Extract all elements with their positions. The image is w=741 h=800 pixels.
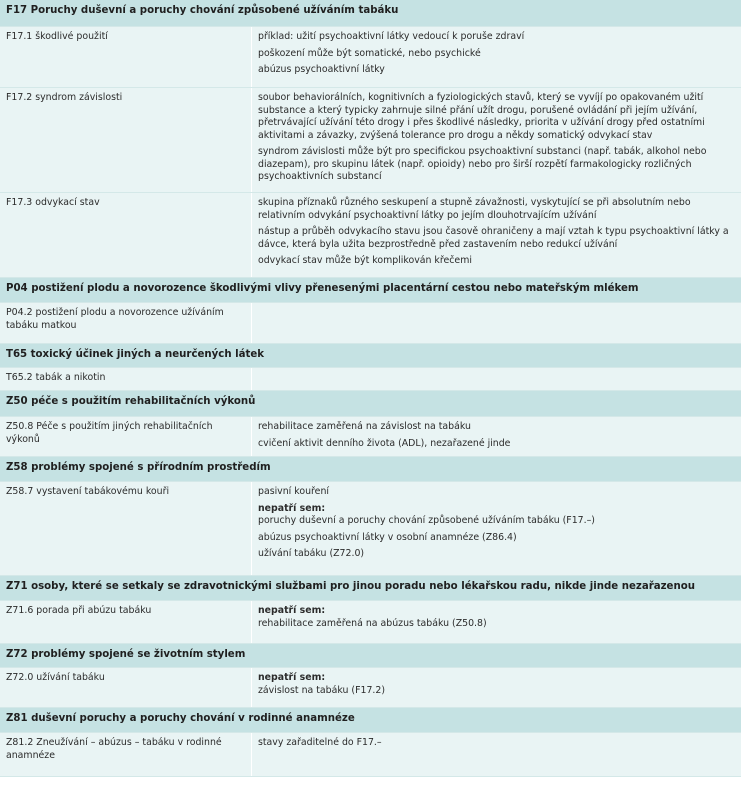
description-line: rehabilitace zaměřená na závislost na tabáku — [258, 421, 471, 432]
table-row — [0, 668, 741, 708]
table-row — [0, 601, 741, 644]
description-line: abúzus psychoaktivní látky v osobní anamnéze (Z86.4) — [258, 531, 517, 543]
description-cell — [252, 368, 741, 390]
description-cell — [252, 417, 741, 456]
description-cell — [252, 668, 741, 707]
section-header: Z58 problémy spojené s přírodním prostředím — [0, 457, 741, 482]
section-header: F17 Poruchy duševní a poruchy chování způsobené užíváním tabáku — [0, 0, 741, 27]
section-header: Z71 osoby, které se setkaly se zdravotnickými službami pro jinou poradu nebo lékařskou radu, nikde jinde nezařazenou — [0, 576, 741, 601]
code-cell: F17.3 odvykací stav — [0, 193, 252, 277]
code-cell: T65.2 tabák a nikotin — [0, 368, 252, 390]
description-cell — [252, 733, 741, 776]
description-line: závislost na tabáku (F17.2) — [258, 684, 386, 696]
description-line: nástup a průběh odvykacího stavu jsou časově ohraničeny a mají vztah k typu psychoaktivní látky a dávce, která byla užita bezprostředně před zastavením nebo redukcí užívání — [258, 226, 729, 250]
description-line: užívání tabáku (Z72.0) — [258, 548, 365, 559]
description-cell — [252, 482, 741, 575]
table-row — [0, 303, 741, 344]
table-row — [0, 27, 741, 88]
section-header: T65 toxický účinek jiných a neurčených látek — [0, 344, 741, 368]
code-cell: F17.1 škodlivé použití — [0, 27, 252, 87]
section-header: P04 postižení plodu a novorozence škodlivými vlivy přenesenými placentární cestou nebo mateřským mlékem — [0, 278, 741, 303]
description-line: abúzus psychoaktivní látky — [258, 64, 385, 75]
table-row — [0, 368, 741, 391]
exclusion-label: nepatří sem: — [258, 605, 326, 616]
description-line: poškození může být somatické, nebo psychické — [258, 47, 481, 59]
code-cell: Z58.7 vystavení tabákovému kouři — [0, 482, 252, 575]
exclusion-label: nepatří sem: — [258, 672, 326, 683]
description-line: stavy zařaditelné do F17.– — [258, 737, 382, 748]
description-line: cvičení aktivit denního života (ADL), nezařazené jinde — [258, 437, 511, 449]
description-line: odvykací stav může být komplikován křečemi — [258, 255, 472, 266]
code-cell: Z71.6 porada při abúzu tabáku — [0, 601, 252, 643]
table-row — [0, 482, 741, 576]
description-cell — [252, 88, 741, 192]
table-row — [0, 417, 741, 457]
description-line: poruchy duševní a poruchy chování způsobené užíváním tabáku (F17.–) — [258, 515, 595, 526]
description-cell — [252, 601, 741, 643]
section-header: Z50 péče s použitím rehabilitačních výkonů — [0, 391, 741, 417]
description-cell — [252, 303, 741, 343]
table-row — [0, 88, 741, 193]
description-line: skupina příznaků různého seskupení a stupně závažnosti, vyskytující se při absolutním nebo relativním odvykání psychoaktivní látky po jejím dlouhotrvajícím užívání — [258, 197, 691, 221]
code-cell: Z72.0 užívání tabáku — [0, 668, 252, 707]
section-header: Z81 duševní poruchy a poruchy chování v rodinné anamnéze — [0, 708, 741, 733]
description-line: syndrom závislosti může být pro specifickou psychoaktivní substanci (např. tabák, alkohol nebo diazepam), pro skupinu látek (např. opioidy) nebo pro širší rozpětí farmakologicky rozličných psychoaktivních substancí — [258, 146, 707, 182]
section-header: Z72 problémy spojené se životním stylem — [0, 644, 741, 668]
table-row — [0, 193, 741, 278]
code-cell: Z50.8 Péče s použitím jiných rehabilitačních výkonů — [0, 417, 252, 456]
exclusion-label: nepatří sem: — [258, 502, 326, 514]
description-line: rehabilitace zaměřená na abúzus tabáku (Z50.8) — [258, 617, 487, 629]
description-line: pasivní kouření — [258, 486, 329, 497]
code-cell: F17.2 syndrom závislosti — [0, 88, 252, 192]
table-row — [0, 733, 741, 777]
description-line: soubor behaviorálních, kognitivních a fyziologických stavů, který se vyvíjí po opakovaném užití substance a který typicky zahrnuje silné přání užít drogu, porušené ovládání při jejím užívání, přetrvávající užívání této drogy i přes škodlivé následky, priorita v užívání drogy před ostatními aktivitami a závazky, zvýšená tolerance pro drogu a někdy somatický odvykací stav — [258, 92, 705, 141]
description-cell — [252, 193, 741, 277]
description-line: příklad: užití psychoaktivní látky vedoucí k poruše zdraví — [258, 31, 525, 42]
description-cell — [252, 27, 741, 87]
code-cell: P04.2 postižení plodu a novorozence užíváním tabáku matkou — [0, 303, 252, 343]
code-cell: Z81.2 Zneužívání – abúzus – tabáku v rodinné anamnéze — [0, 733, 252, 776]
